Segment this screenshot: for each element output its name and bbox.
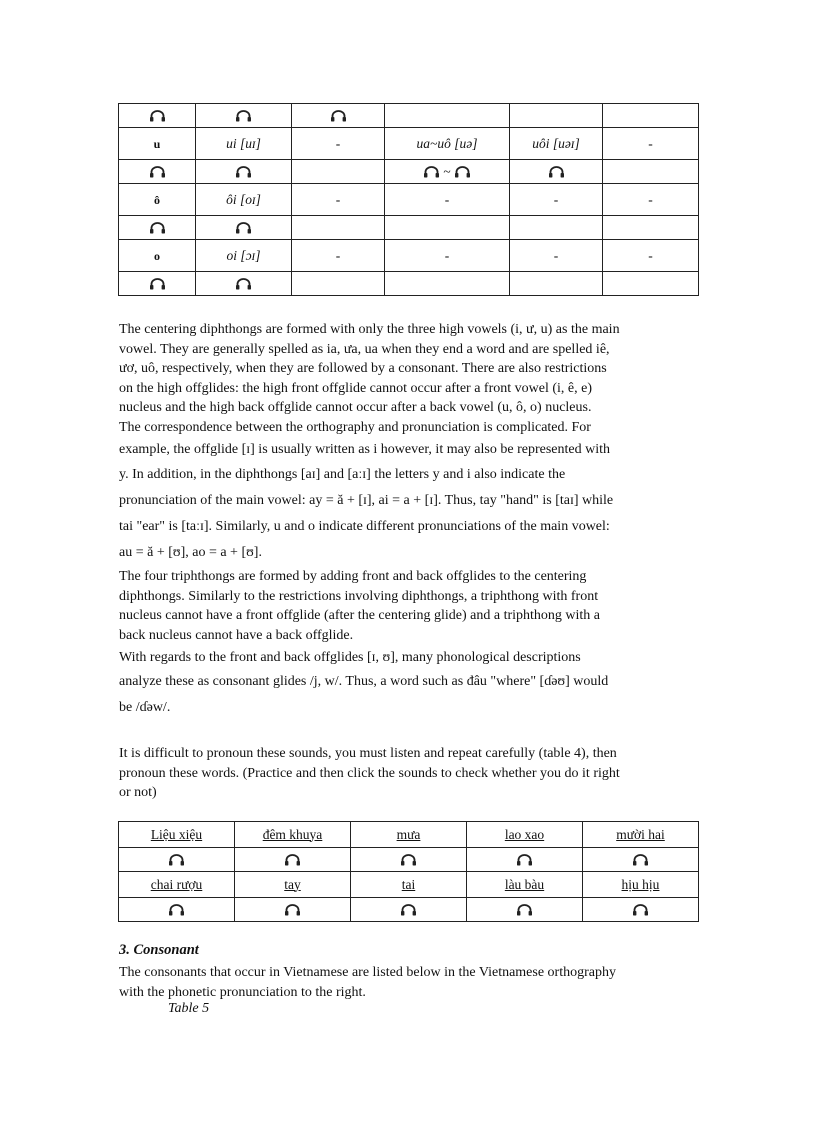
- audio-cell: [119, 216, 196, 240]
- audio-cell: [467, 898, 583, 922]
- diphthong-cell: -: [385, 240, 510, 272]
- headphones-icon[interactable]: [632, 904, 649, 916]
- practice-word: mười hai: [583, 822, 699, 848]
- table-row: [119, 822, 699, 848]
- audio-cell: [583, 848, 699, 872]
- audio-cell: [119, 898, 235, 922]
- table-row: [119, 898, 699, 922]
- table-caption: Table 5: [168, 1001, 210, 1016]
- diphthong-cell: -: [510, 184, 603, 216]
- audio-cell: [385, 160, 510, 184]
- diphthong-cell: oi [ɔɪ]: [196, 240, 292, 272]
- headphones-icon-graphic: [235, 110, 252, 122]
- headphones-icon[interactable]: [235, 278, 252, 290]
- table-row: [119, 848, 699, 872]
- table-row: [119, 104, 699, 128]
- headphones-icon[interactable]: [330, 110, 347, 122]
- text-line: ươ, uô, respectively, when they are followed by a consonant. There are also restrictions: [119, 361, 607, 377]
- text-line: pronunciation of the main vowel: ay = ă + [ɪ], ai = a + [ɪ]. Thus, tay "hand" is [taɪ] while: [119, 493, 614, 509]
- audio-cell: [603, 272, 699, 296]
- text-line: pronoun these words. (Practice and then click the sounds to check whether you do it right: [119, 765, 620, 781]
- diphthong-cell: -: [292, 240, 385, 272]
- headphones-icon-graphic: [400, 854, 417, 866]
- audio-cell: [351, 848, 467, 872]
- triphthongs-paragraph: [119, 567, 701, 645]
- diphthong-cell: -: [292, 128, 385, 160]
- audio-cell: [292, 216, 385, 240]
- headphones-icon[interactable]: [284, 904, 301, 916]
- table-row: [119, 184, 699, 216]
- diphthong-cell: -: [603, 128, 699, 160]
- headphones-icon[interactable]: [235, 110, 252, 122]
- headphones-icon-graphic: [330, 110, 347, 122]
- headphones-icon[interactable]: [284, 854, 301, 866]
- headphones-icon[interactable]: [149, 166, 166, 178]
- diphthong-cell: -: [510, 240, 603, 272]
- text-line: back nucleus cannot have a back offglide.: [119, 627, 354, 643]
- diphthong-cell: -: [385, 184, 510, 216]
- headphones-icon[interactable]: [516, 854, 533, 866]
- headphones-icon[interactable]: [400, 854, 417, 866]
- audio-cell: [119, 104, 196, 128]
- headphones-icon[interactable]: [149, 222, 166, 234]
- audio-cell: [235, 898, 351, 922]
- headphones-icon-graphic: [548, 166, 565, 178]
- practice-word: lao xao: [467, 822, 583, 848]
- audio-cell: [603, 160, 699, 184]
- vowel-letter: ô: [119, 184, 196, 216]
- centering-diphthongs-paragraph: [119, 320, 701, 566]
- headphones-icon-graphic: [632, 854, 649, 866]
- audio-cell: [196, 104, 292, 128]
- audio-cell: [292, 272, 385, 296]
- practice-instructions: [119, 744, 701, 803]
- headphones-icon-graphic: [235, 278, 252, 290]
- table-row: [119, 160, 699, 184]
- text-line: be /ɗəw/.: [119, 700, 171, 715]
- audio-cell: [292, 160, 385, 184]
- text-line: analyze these as consonant glides /j, w/. Thus, a word such as đâu "where" [ɗəʊ] would: [119, 674, 609, 689]
- diphthong-cell: -: [292, 184, 385, 216]
- headphones-icon-graphic: [400, 904, 417, 916]
- diphthong-cell: uôi [uəɪ]: [510, 128, 603, 160]
- headphones-icon-graphic: [284, 854, 301, 866]
- audio-cell: [583, 898, 699, 922]
- practice-words-table: [118, 821, 699, 922]
- text-line: nucleus and the high back offglide cannot occur after a back vowel (u, ô, o) nucleus.: [119, 400, 592, 416]
- audio-cell: [119, 160, 196, 184]
- text-line: vowel. They are generally spelled as ia, ưa, ua when they end a word and are spelled iê,: [119, 341, 610, 357]
- headphones-icon[interactable]: [516, 904, 533, 916]
- vowel-letter: o: [119, 240, 196, 272]
- headphones-icon[interactable]: [168, 904, 185, 916]
- diphthong-cell: ua~uô [uə]: [385, 128, 510, 160]
- headphones-icon[interactable]: [235, 222, 252, 234]
- audio-cell: [119, 848, 235, 872]
- text-line: example, the offglide [ɪ] is usually written as i however, it may also be represented with: [119, 441, 610, 457]
- practice-word: chai rượu: [119, 872, 235, 898]
- diphthong-cell: -: [603, 240, 699, 272]
- headphones-icon-graphic: [516, 904, 533, 916]
- headphones-icon[interactable]: [632, 854, 649, 866]
- headphones-icon-graphic: [149, 278, 166, 290]
- tilde-separator: ~: [443, 163, 451, 179]
- practice-word: làu bàu: [467, 872, 583, 898]
- table-row: [119, 128, 699, 160]
- headphones-icon-graphic: [149, 166, 166, 178]
- text-line: y. In addition, in the diphthongs [aɪ] and [aːɪ] the letters y and i also indicate the: [119, 467, 566, 483]
- text-line: nucleus cannot have a front offglide (after the centering glide) and a triphthong with a: [119, 608, 601, 624]
- headphones-icon[interactable]: [400, 904, 417, 916]
- diphthong-cell: -: [603, 184, 699, 216]
- audio-cell: [235, 848, 351, 872]
- audio-cell: [510, 160, 603, 184]
- headphones-icon-graphic: [454, 166, 471, 178]
- table-row: [119, 872, 699, 898]
- glides-paragraph: [119, 647, 701, 721]
- audio-cell: [385, 216, 510, 240]
- headphones-icon-graphic: [423, 166, 440, 178]
- diphthong-table: [118, 103, 699, 296]
- headphones-icon[interactable]: [423, 166, 440, 178]
- audio-cell: [510, 272, 603, 296]
- text-line: au = ă + [ʊ], ao = a + [ʊ].: [119, 545, 262, 561]
- consonant-intro: [119, 963, 701, 1002]
- audio-cell: [351, 898, 467, 922]
- audio-cell: [196, 160, 292, 184]
- text-line: The four triphthongs are formed by adding front and back offglides to the centering: [119, 569, 587, 584]
- practice-word: hịu hịu: [583, 872, 699, 898]
- headphones-icon-graphic: [168, 854, 185, 866]
- vowel-letter: u: [119, 128, 196, 160]
- practice-word: Liệu xiệu: [119, 822, 235, 848]
- text-line: on the high offglides: the high front offglide cannot occur after a front vowel (i, ê, e): [119, 380, 592, 396]
- section-heading: 3. Consonant: [119, 942, 199, 958]
- text-line: The correspondence between the orthography and pronunciation is complicated. For: [119, 419, 591, 435]
- practice-word: tay: [235, 872, 351, 898]
- audio-cell: [467, 848, 583, 872]
- practice-word: đêm khuya: [235, 822, 351, 848]
- text-line: With regards to the front and back offglides [ɪ, ʊ], many phonological descriptions: [119, 650, 581, 665]
- audio-cell: [603, 104, 699, 128]
- text-line: or not): [119, 785, 157, 801]
- text-line: The centering diphthongs are formed with only the three high vowels (i, ư, u) as the main: [119, 322, 620, 337]
- headphones-icon[interactable]: [168, 854, 185, 866]
- audio-cell: [603, 216, 699, 240]
- headphones-icon[interactable]: [548, 166, 565, 178]
- text-line: diphthongs. Similarly to the restrictions involving diphthongs, a triphthong with front: [119, 588, 599, 604]
- diphthong-cell: ôi [oɪ]: [196, 184, 292, 216]
- headphones-icon-graphic: [516, 854, 533, 866]
- text-line: tai "ear" is [taːɪ]. Similarly, u and o indicate different pronunciations of the main vowel:: [119, 519, 610, 535]
- table-row: [119, 240, 699, 272]
- headphones-icon[interactable]: [454, 166, 471, 178]
- headphones-icon-graphic: [149, 110, 166, 122]
- headphones-icon-graphic: [235, 222, 252, 234]
- text-line: The consonants that occur in Vietnamese are listed below in the Vietnamese orthography: [119, 965, 616, 980]
- audio-cell: [119, 272, 196, 296]
- headphones-icon-graphic: [168, 904, 185, 916]
- headphones-icon-graphic: [284, 904, 301, 916]
- table-row: [119, 216, 699, 240]
- text-line: It is difficult to pronoun these sounds, you must listen and repeat carefully (table 4), then: [119, 746, 617, 761]
- audio-cell: [510, 104, 603, 128]
- audio-cell: [196, 216, 292, 240]
- headphones-icon[interactable]: [149, 278, 166, 290]
- headphones-icon-graphic: [235, 166, 252, 178]
- audio-cell: [196, 272, 292, 296]
- diphthong-cell: ui [uɪ]: [196, 128, 292, 160]
- audio-cell: [385, 104, 510, 128]
- headphones-icon[interactable]: [235, 166, 252, 178]
- audio-cell: [510, 216, 603, 240]
- text-line: with the phonetic pronunciation to the right.: [119, 984, 366, 1000]
- headphones-icon[interactable]: [149, 110, 166, 122]
- audio-cell: [292, 104, 385, 128]
- practice-word: tai: [351, 872, 467, 898]
- headphones-icon-graphic: [632, 904, 649, 916]
- headphones-icon-graphic: [149, 222, 166, 234]
- audio-cell: [385, 272, 510, 296]
- practice-word: mưa: [351, 822, 467, 848]
- table-row: [119, 272, 699, 296]
